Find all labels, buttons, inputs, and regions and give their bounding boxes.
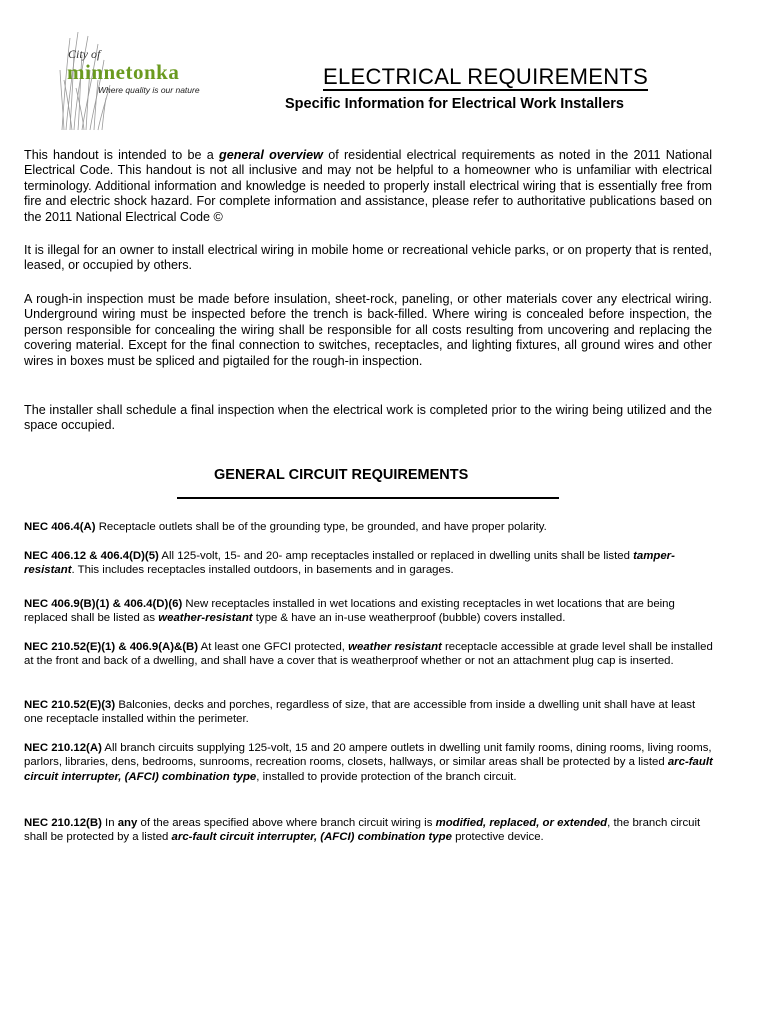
logo-city-text: City of (68, 47, 101, 61)
intro-paragraph-1: This handout is intended to be a general overview of residential electrical requirements as noted in the 2011 National Electrical Code. This handout is not all inclusive and may not be helpful to a homeowner who is unfamiliar with electrical terminology. Additional information and knowledge is needed to properly install electrical wiring that is essentially free from fire and electric shock hazard. For complete information and assistance, please refer to authoritative publications based on the 2011 National Electrical Code © (24, 148, 713, 224)
logo-name-text: minnetonka (67, 60, 180, 84)
nec-code: NEC 210.52(E)(3) (24, 699, 116, 711)
requirement-item: NEC 406.9(B)(1) & 406.4(D)(6) New receptacles installed in wet locations and existing receptacles in wet locations that are being replaced shall be listed as weather-resistant type & have an in-use weatherproof (bubble) covers installed. (24, 598, 675, 625)
requirement-item: NEC 210.52(E)(1) & 406.9(A)&(B) At least one GFCI protected, weather resistant receptacle accessible at grade level shall be installed at the front and back of a dwelling, and shall have a cover that is weatherproof whether or not an attachment plug cap is inserted. (24, 641, 713, 668)
section-title: GENERAL CIRCUIT REQUIREMENTS (214, 467, 469, 483)
emphasis-text: arc-fault circuit interrupter, (AFCI) combination type (24, 756, 713, 783)
nec-code: NEC 406.4(A) (24, 521, 96, 533)
intro-paragraph-2: It is illegal for an owner to install electrical wiring in mobile home or recreational vehicle parks, or on property that is rented, leased, or occupied by others. (24, 243, 712, 273)
emphasis-text: arc-fault circuit interrupter, (AFCI) combination type (171, 831, 452, 844)
document-title: ELECTRICAL REQUIREMENTS (323, 64, 649, 89)
city-logo (58, 30, 233, 135)
requirement-item: NEC 210.12(B) In any of the areas specified above where branch circuit wiring is modified, replaced, or extended, the branch circuit shall be protected by a listed arc-fault circuit interrupter, (AFCI) combination type protective device. (24, 817, 701, 844)
logo-tagline: Where quality is our nature (98, 85, 200, 95)
nec-code: NEC 210.52(E)(1) & 406.9(A)&(B) (24, 641, 199, 653)
bold-text: any (117, 817, 138, 829)
document-subtitle: Specific Information for Electrical Work Installers (285, 96, 624, 112)
intro-paragraph-3: A rough-in inspection must be made before insulation, sheet-rock, paneling, or other materials cover any electrical wiring. Underground wiring must be inspected before the trench is back-filled. Where wiring is concealed before inspection, the person responsible for concealing the wiring shall be responsible for all costs resulting from uncovering and replacing the covering material. Except for the final connection to switches, receptacles, and lighting fixtures, all ground wires and other wires in boxes must be spliced and pigtailed for the rough-in inspection. (24, 292, 712, 368)
emphasis-text: weather-resistant (158, 612, 253, 625)
requirement-item: NEC 406.12 & 406.4(D)(5) All 125-volt, 15- and 20- amp receptacles installed or replaced in dwelling units shall be listed tamper-resistant. This includes receptacles installed outdoors, in basements and in garages. (24, 550, 675, 577)
emphasis-text: modified, replaced, or extended (435, 817, 608, 829)
requirement-item: NEC 406.4(A) Receptacle outlets shall be of the grounding type, be grounded, and have proper polarity. (24, 521, 547, 533)
emphasis-text: general overview (219, 148, 323, 162)
nec-code: NEC 210.12(A) (24, 742, 102, 754)
emphasis-text: tamper-resistant (24, 550, 675, 577)
nec-code: NEC 406.12 & 406.4(D)(5) (24, 550, 159, 562)
emphasis-text: weather resistant (348, 641, 442, 653)
intro-paragraph-4: The installer shall schedule a final inspection when the electrical work is completed prior to the wiring being utilized and the space occupied. (24, 403, 712, 433)
nec-code: NEC 406.9(B)(1) & 406.4(D)(6) (24, 598, 183, 610)
requirement-item: NEC 210.12(A) All branch circuits supplying 125-volt, 15 and 20 ampere outlets in dwelling unit family rooms, dining rooms, living rooms, parlors, libraries, dens, bedrooms, sunrooms, recreation rooms, closets, hallways, or similar areas shall be protected by a listed arc-fault circuit interrupter, (AFCI) combination type, installed to provide protection of the branch circuit. (24, 742, 713, 783)
section-divider (177, 497, 559, 499)
nec-code: NEC 210.12(B) (24, 817, 102, 829)
requirement-item: NEC 210.52(E)(3) Balconies, decks and porches, regardless of size, that are accessible from inside a dwelling unit shall have at least one receptacle installed within the perimeter. (24, 699, 696, 726)
